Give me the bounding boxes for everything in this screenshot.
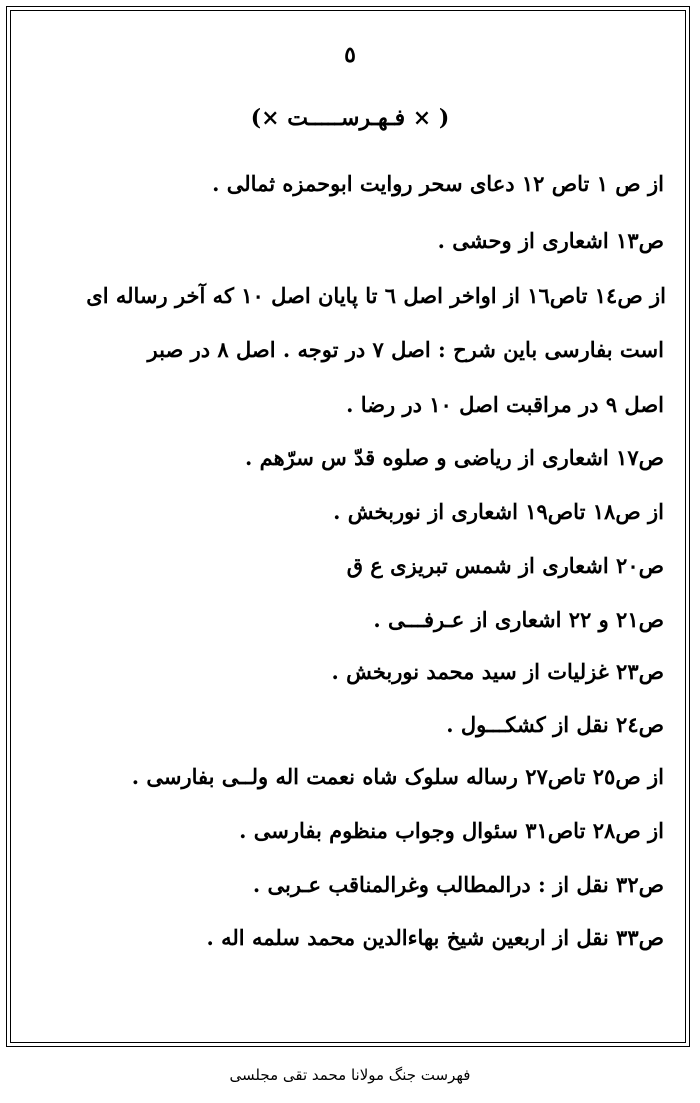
index-entry-7: از ص١٨ تاص١٩ اشعاری از نوربخش .: [333, 499, 664, 524]
index-entry-10: ص٢٣ غزلیات از سید محمد نوربخش .: [331, 659, 664, 684]
index-entry-15: ص٣٣ نقل از اربعین شیخ بهاءالدین محمد سلمه اله .: [206, 925, 664, 950]
index-title: ( × فـهـرســـــت ×): [250, 105, 450, 131]
page-caption: فهرست جنگ مولانا محمد تقی مجلسی: [229, 1066, 471, 1084]
index-entry-5: اصل ٩ در مراقبت اصل ١٠ در رضا .: [346, 392, 664, 417]
index-entry-9: ص٢١ و ٢٢ اشعاری از عـرفـــی .: [373, 607, 664, 632]
page-number: ٥: [344, 42, 356, 68]
index-entry-11: ص٢٤ نقل از کشکـــول .: [446, 712, 664, 737]
index-entry-8: ص٢٠ اشعاری از شمس تبریزی ع ق: [346, 553, 664, 578]
index-entry-12: از ص٢٥ تاص٢٧ رساله سلوک شاه نعمت اله ولــی بفارسی .: [131, 764, 664, 789]
index-entry-13: از ص٢٨ تاص٣١ سئوال وجواب منظوم بفارسی .: [239, 818, 664, 843]
index-entry-1: از ص ١ تاص ١٢ دعای سحر روایت ابوحمزه ثمالی .: [212, 171, 664, 196]
index-entry-3: از ص١٤ تاص١٦ از اواخر اصل ٦ تا پایان اصل ١٠ که آخر رساله ای: [86, 283, 666, 308]
index-entry-14: ص٣٢ نقل از : درالمطالب وغرالمناقب عـربی .: [252, 872, 664, 897]
index-entry-2: ص١٣ اشعاری از وحشی .: [437, 228, 664, 253]
index-entry-4: است بفارسی باین شرح : اصل ٧ در توجه . اصل ٨ در صبر: [147, 337, 664, 362]
index-entry-6: ص١٧ اشعاری از ریاضی و صلوه قدّ س سرّهم .: [244, 445, 664, 470]
